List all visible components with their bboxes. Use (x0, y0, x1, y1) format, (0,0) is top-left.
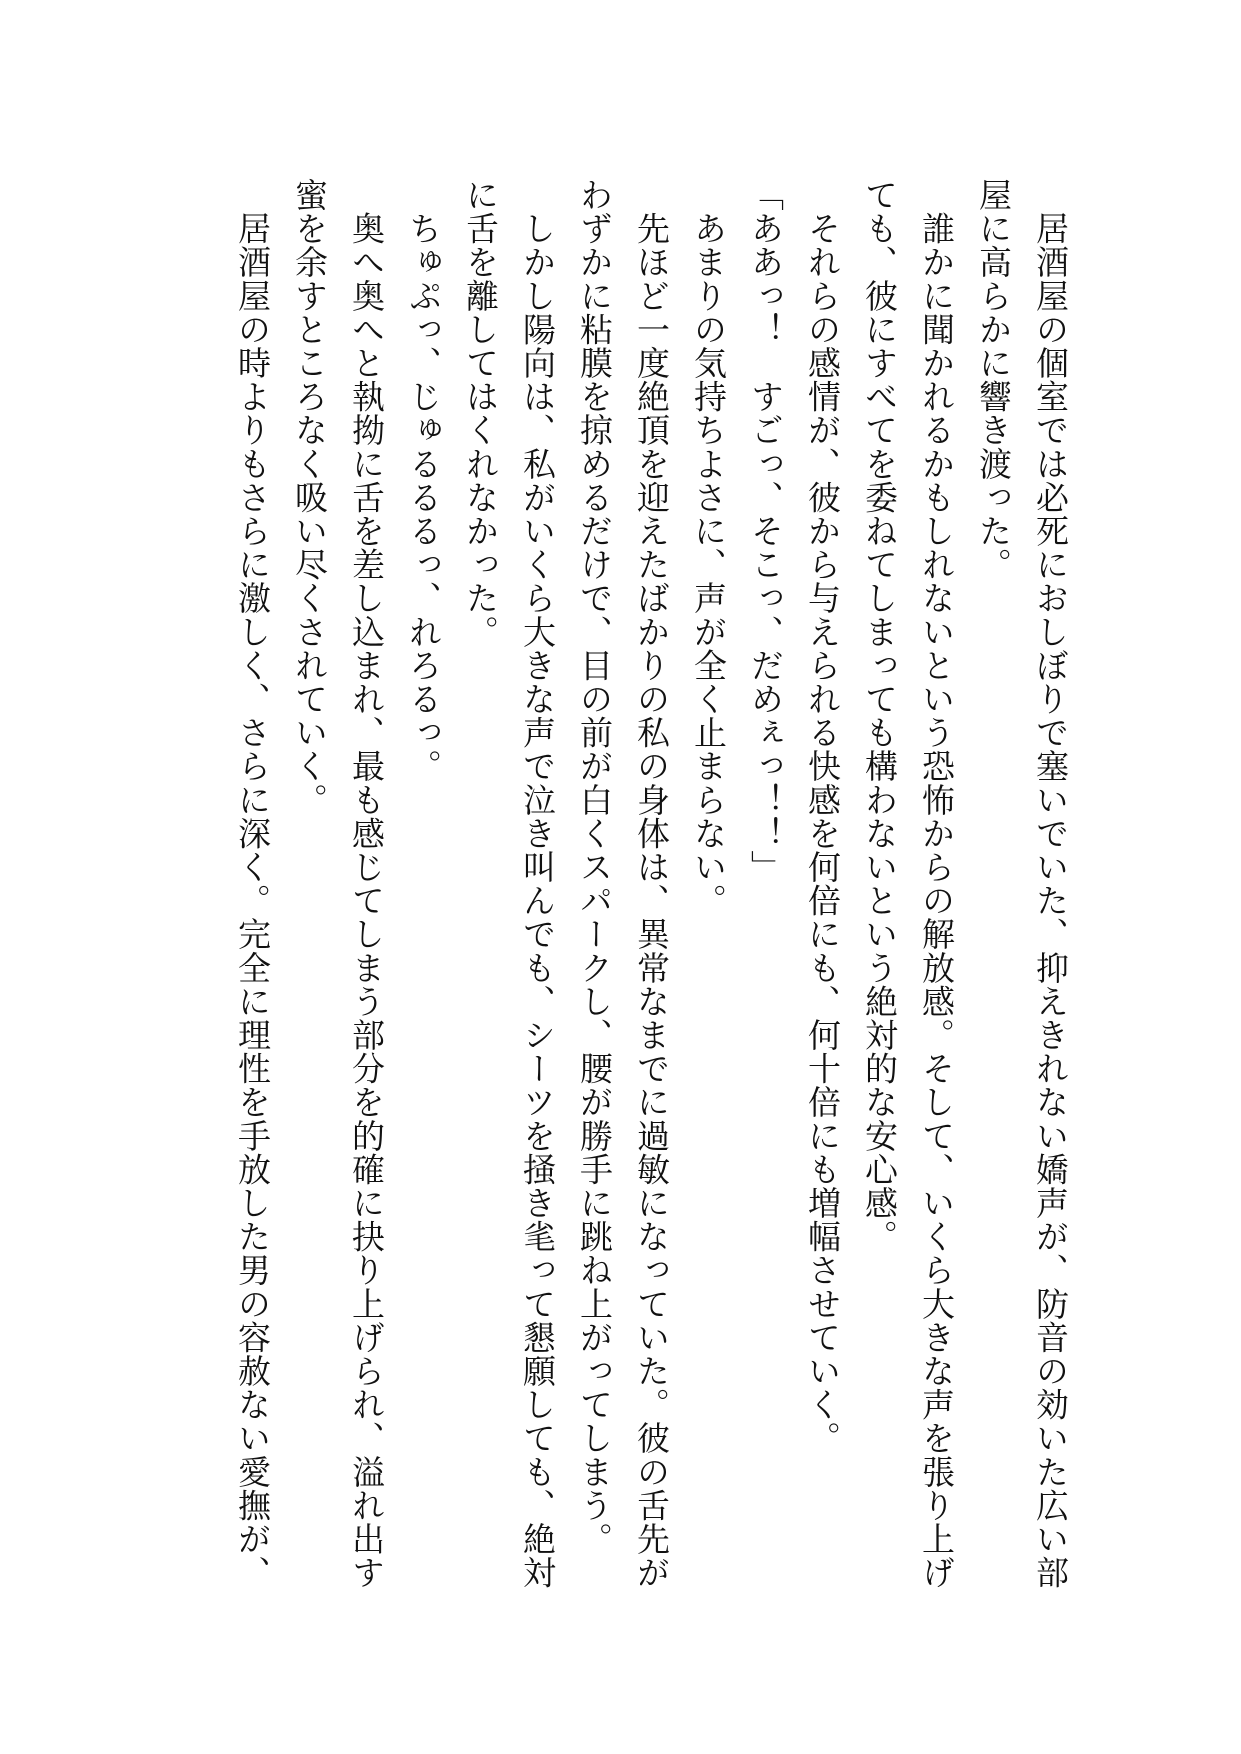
text-line: 居酒屋の時よりもさらに激しく、さらに深く。完全に理性を手放した男の容赦ない愛撫が、 (233, 178, 272, 1590)
text-line: あまりの気持ちよさに、声が全く止まらない。 (689, 178, 728, 918)
text-line: 先ほど一度絶頂を迎えたばかりの私の身体は、異常なまでに過敏になっていた。彼の舌先が (632, 178, 671, 1590)
text-line: 蜜を余すところなく吸い尽くされていく。 (290, 178, 329, 817)
text-line: それらの感情が、彼から与えられる快感を何倍にも、何十倍にも増幅させていく。 (803, 178, 842, 1455)
text-line: わずかに粘膜を掠めるだけで、目の前が白くスパークし、腰が勝手に跳ね上がってしまう。 (575, 178, 614, 1556)
text-line: ても、彼にすべてを委ねてしまっても構わないという絶対的な安心感。 (860, 178, 899, 1254)
vertical-text-body (224, 178, 1079, 1608)
text-line: 「ああっ！ すごっ、そこっ、だめぇっ！！」 (746, 178, 785, 884)
text-line: ちゅぷっ、じゅるるるっ、れろるっ。 (404, 178, 443, 783)
text-line: 奥へ奥へと執拗に舌を差し込まれ、最も感じてしまう部分を的確に抉り上げられ、溢れ出す (347, 178, 386, 1590)
text-line: 屋に高らかに響き渡った。 (974, 178, 1013, 582)
text-line: 居酒屋の個室では必死におしぼりで塞いでいた、抑えきれない嬌声が、防音の効いた広い部 (1031, 178, 1070, 1590)
text-line: しかし陽向は、私がいくら大きな声で泣き叫んでも、シーツを掻き毟って懇願しても、絶対 (518, 178, 557, 1590)
text-line: 誰かに聞かれるかもしれないという恐怖からの解放感。そして、いくら大きな声を張り上げ (917, 178, 956, 1590)
text-line: に舌を離してはくれなかった。 (461, 178, 500, 649)
